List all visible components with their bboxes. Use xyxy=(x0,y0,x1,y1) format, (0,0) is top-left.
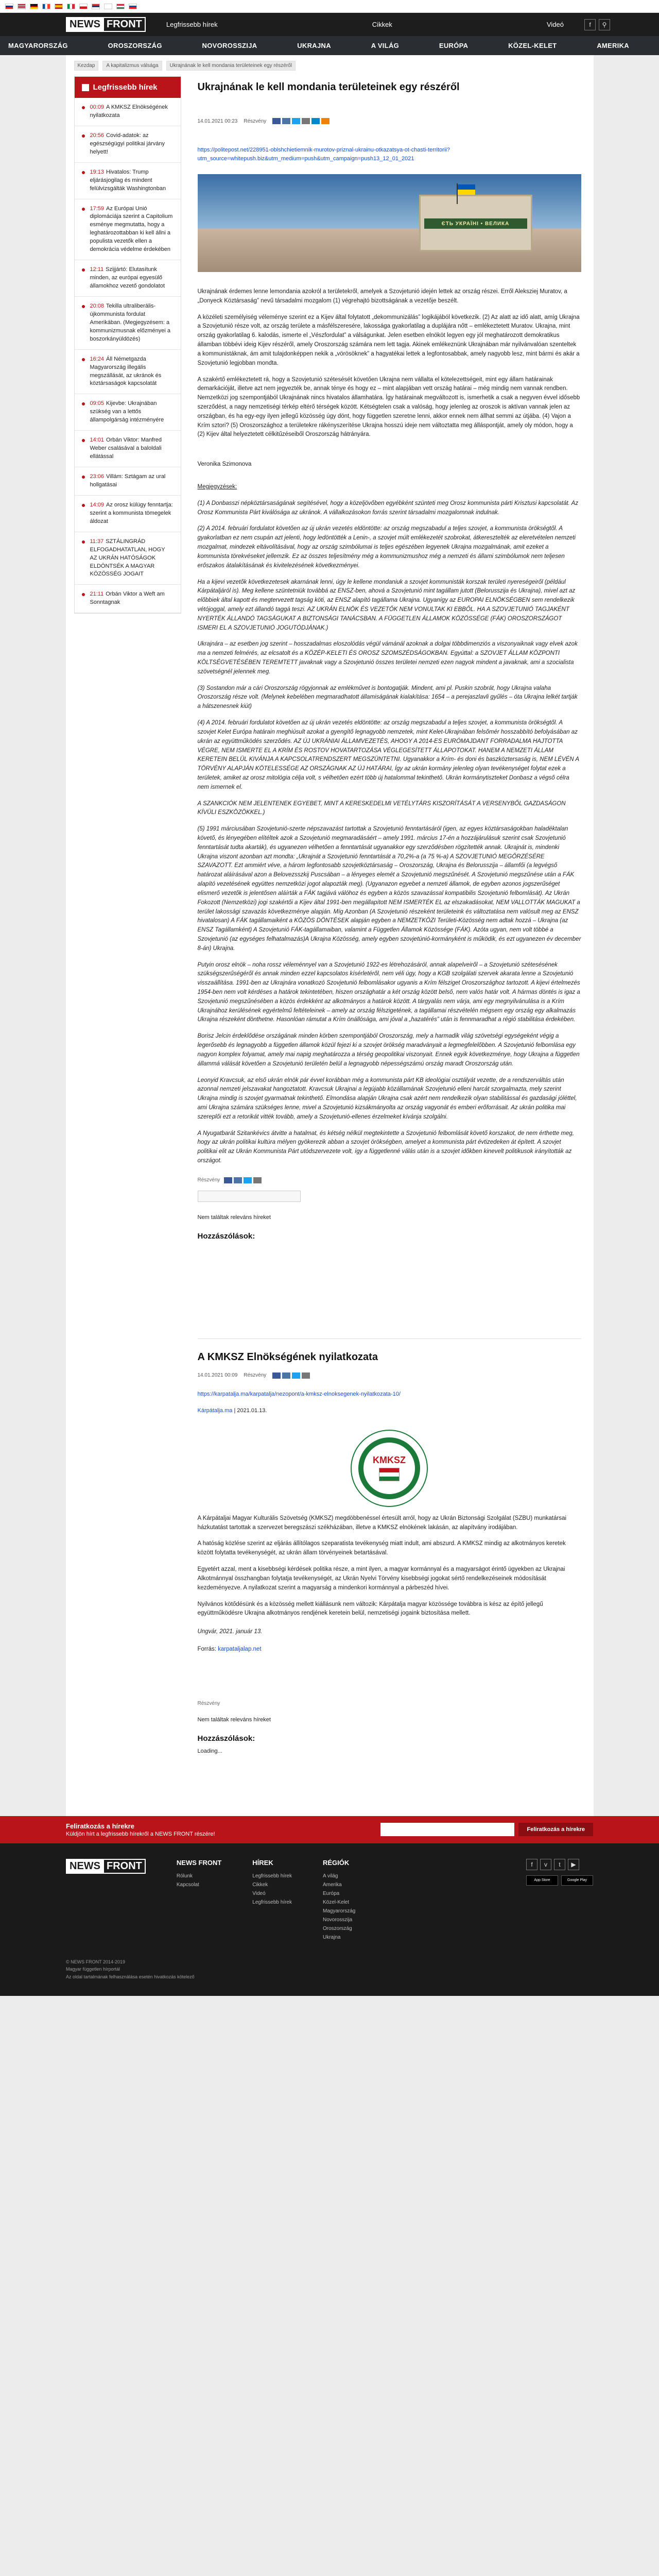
copyright xyxy=(0,1942,659,1980)
news-headline[interactable]: Áll Németgazda Magyarország illegális megszállását, az ukránok és köztársaságok kapcsolatát xyxy=(90,355,162,387)
subscribe-button[interactable]: Feliratkozás a hírekre xyxy=(518,1823,593,1836)
facebook-icon[interactable]: f xyxy=(584,19,596,30)
news-headline[interactable]: SZTÁLINGRÁD ELFOGADHATATLAN, HOGY AZ UKRÁN HATÓSÁGOK ELDÖNTSÉK A MAGYAR KÖZÖSSÉG JOGAIT xyxy=(90,538,165,578)
footer-link[interactable]: Amerika xyxy=(323,1882,342,1888)
share-facebook-icon[interactable] xyxy=(272,118,281,124)
footer-col-newsfront xyxy=(177,1859,221,1942)
footer-columns xyxy=(0,1843,659,1942)
share-footer-label: Részvény xyxy=(197,1700,220,1706)
share-buttons-footer xyxy=(224,1177,262,1183)
news-time: 21:11 xyxy=(90,591,104,598)
footer-link[interactable]: Legfrissebb hírek xyxy=(252,1873,292,1879)
news-time: 16:24 xyxy=(90,355,105,362)
share-ok-icon[interactable] xyxy=(321,118,330,124)
nav-item-ukraine[interactable]: UKRAJNA xyxy=(297,42,331,49)
breadcrumb-home[interactable]: Kezdap xyxy=(74,61,99,71)
sidebar-news-item[interactable] xyxy=(75,532,181,585)
article-note: A SZANKCIÓK NEM JELENTENEK EGYEBET, MINT A KERESKEDELMI VETÉLYTÁRS KISZORÍTÁSÁT A VERSENYBŐL GAZDASÁGON KÍVÜLI ESZKÖZÖKKEL.) xyxy=(197,800,566,816)
share-email-icon[interactable] xyxy=(302,1372,310,1379)
newsletter-subtitle: Küldjön hírt a legfrissebb hírekről a NEWS FRONT részére! xyxy=(66,1831,215,1837)
footer-link[interactable]: Legfrissebb hírek xyxy=(252,1899,292,1905)
nav-item-russia[interactable]: OROSZORSZÁG xyxy=(108,42,162,49)
top-link-articles[interactable]: Cikkek xyxy=(372,21,392,28)
news-headline[interactable]: Az Európai Unió diplomáciája szerint a Capitolium esménye megmutatta, hogy a leghatározottabban ki kell állni a populista vezetők ellen a demokrácia védelme érdekében xyxy=(90,205,173,253)
footer-link[interactable]: Cikkek xyxy=(252,1882,268,1888)
share-twitter-icon[interactable] xyxy=(244,1177,252,1183)
footer-link[interactable]: A világ xyxy=(323,1873,338,1879)
footer-link[interactable]: Rólunk xyxy=(176,1873,193,1879)
article-paragraph: A hatóság közlése szerint az eljárás állítólagos szeparatista tevékenység miatt indult, ami abszurd. A KMKSZ mindig az alkotmányos keretek között folytatta tevékenységét, az ukrán állam törvényeinek betartásával. xyxy=(197,1540,566,1556)
share-buttons xyxy=(272,1372,310,1379)
flag-sk-icon[interactable] xyxy=(129,4,137,9)
source-link[interactable]: https://karpatalja.ma/karpatalja/nezopont/a-kmksz-elnoksegenek-nyilatkozata-10/ xyxy=(197,1391,401,1397)
article-paragraph: Nyilvános kötődésünk és a közösség mellett kiállásunk nem változik: Kárpátalja magyar közössége továbbra is kész az építő jellegű együttműködésre Ukrajna alkotmányos rendjének keretein belül, nemzetiségi jogaink biztosítása mellett. xyxy=(197,1601,543,1617)
flag-es-icon[interactable] xyxy=(55,4,63,9)
top-header xyxy=(0,13,659,36)
footer-youtube-icon[interactable]: ▶ xyxy=(568,1859,579,1870)
copyright-line: © NEWS FRONT 2014-2019 xyxy=(66,1959,126,1964)
sidebar-news-item[interactable] xyxy=(75,199,181,261)
article-note: A Nyugatbarát Szitankévics átvitte a hatalmat, és kétség nélkül megtekintette a Szovjetunió felbomlását követő korszakot, de nem érthette meg, hogy az ukrán politikai kultúra mélyen gyökerezik abban a szovjet örökségben, amelyet a kommunista párt évtizedeken át épített. A szovjet politikai elit az Ukrán Kommunista Párt utódszervezete volt, így a függetlenné válás után is a szovjet időkben kinevelt politikusok irányították az országot. xyxy=(197,1130,574,1164)
nav-item-america[interactable]: AMERIKA xyxy=(597,42,629,49)
news-headline[interactable]: Orbán Viktor: Manfred Weber csalásával a baloldali ellátással xyxy=(90,437,162,460)
flag-ru-icon[interactable] xyxy=(5,4,13,9)
source-line xyxy=(198,1645,581,1654)
no-related-news: Nem találtak releváns híreket xyxy=(197,1716,271,1723)
news-time: 14:09 xyxy=(90,501,105,508)
sidebar-news-item[interactable] xyxy=(75,467,181,496)
news-headline[interactable]: Kijevbe: Ukrajnában szükség van a lettős állampolgárság intézményére xyxy=(90,400,164,423)
top-icons xyxy=(584,19,610,30)
sidebar-latest-news xyxy=(74,76,181,614)
article-paragraph: Ukrajnának érdemes lenne lemondania azokról a területekről, amelyek a Szovjetunió idején lettek az ország részei. Erről Aleksziej Muratov, a „Donyeck Köztársaság” nevű társadalmi mozgalom (1) végrehajtó bizottságának a vezetője beszélt. xyxy=(197,289,567,304)
nav-item-world[interactable]: A VILÁG xyxy=(371,42,400,49)
news-time: 11:37 xyxy=(90,538,104,545)
loading-text: Loading... xyxy=(197,1748,222,1754)
share-email-icon[interactable] xyxy=(253,1177,262,1183)
source-site[interactable]: karpataljalap.net xyxy=(218,1646,262,1652)
newsletter-email-input[interactable] xyxy=(380,1823,514,1836)
hungary-shield-icon xyxy=(379,1468,400,1481)
nav-item-novorossiya[interactable]: NOVOROSSZIJA xyxy=(202,42,257,49)
sidebar-news-item[interactable] xyxy=(75,126,181,163)
flag-it-icon[interactable] xyxy=(67,4,75,9)
article-meta xyxy=(198,1372,581,1379)
news-time: 09:05 xyxy=(90,400,105,407)
share-footer-label: Részvény xyxy=(197,1177,220,1183)
main-nav xyxy=(0,36,659,55)
copyright-line: Magyar független hírportál xyxy=(66,1967,120,1972)
flag-us-icon[interactable] xyxy=(18,4,26,9)
flag-cz-icon[interactable] xyxy=(79,4,88,9)
breadcrumb-category[interactable]: A kapitalizmus válsága xyxy=(102,61,162,71)
sidebar-news-item[interactable] xyxy=(75,350,181,395)
top-link-video[interactable]: Videó xyxy=(546,21,564,28)
news-headline[interactable]: Hivatalos: Trump eljárásjogilag és mindent felülvizsgálták Washingtonban xyxy=(90,168,166,192)
kmksz-logo xyxy=(351,1430,428,1507)
source-link[interactable]: https://politepost.net/228951-oblshchietiemnik-murotov-priznal-ukrainu-otkazatsya-ot-chasti-territorii?utm_source=whitepush.biz&utm_medium=push&utm_campaign=push13_12_01_2021 xyxy=(197,147,450,162)
comments-title: Hozzászólások: xyxy=(197,1231,255,1241)
share-vk-icon[interactable] xyxy=(282,118,290,124)
news-time: 19:13 xyxy=(90,168,105,175)
content-wrapper xyxy=(66,55,594,1816)
news-time: 00:09 xyxy=(90,104,105,110)
app-stores xyxy=(526,1875,593,1886)
footer-col-social xyxy=(526,1859,593,1942)
flag-fr-icon[interactable] xyxy=(42,4,50,9)
footer-col-regions xyxy=(323,1859,355,1942)
nav-item-europe[interactable]: EURÓPA xyxy=(439,42,469,49)
footer-logo[interactable]: NEWS FRONT xyxy=(66,1859,146,1874)
article-note: Ha a kijevi vezetők következetesek akarnának lenni, úgy le kellene mondaniuk a szovjet kommunisták korszak területi nyereségeiről (például Kárpátaljáról is). Meg kellene szüntetniük továbbá az ENSZ-ben, ahová a Szovjetunió mint tagállam jutott (Belorusszija és Ukrajna), mivel azt az előbbiek által kapott és megtervezett tagság köti, az ENSZ alapító tagállama Ukrajna. Ugyanígy az EUROPAI ELNÖKSÉGBEN sem rendelkezik vétójoggal, amely ezt állandó taggá teszi. AZ UKRÁN ELNÖK ÉS VEZETŐK NEM VONULTAK KI EBBŐL. HA A SZOVJETUNIÓ TAGJAKÉNT NYERTÉK ÁLLANDÓ TAGSÁGUKAT A BIZTONSÁGI TANÁCSBAN. A FÜGGETLEN ÁLLAMOK KÖZÖSSÉGE (FÁK) OROSZORSZÁGOT ISMERI EL A SZOVJETUNIÓ JOGUTÓDJÁNAK.) xyxy=(197,579,576,631)
site-footer xyxy=(0,1816,659,1996)
google-play-button[interactable]: Google Play xyxy=(561,1875,593,1886)
no-related-news: Nem találtak releváns híreket xyxy=(197,1214,271,1221)
sidebar-news-item[interactable] xyxy=(75,585,181,613)
news-time: 23:06 xyxy=(90,473,105,480)
top-link-latest[interactable]: Legfrissebb hírek xyxy=(166,21,218,28)
footer-vk-icon[interactable]: v xyxy=(540,1859,551,1870)
article-note: Borisz Jelcin érdeklődése országának minden körben szempontjából Oroszország, mely a harmadik világ szövetségi egységeként végig a legerősebb és legnagyobb a független államok közül fejezi ki a szovjet örökség maradványait a legmegfelelőbben. A Szovjetunió felbomlása egy nagyon komplex folyamat, amely mai napig meghatározza a térség geopolitikai viszonyait. Ennek egyik következménye, hogy Ukrajna a független állammá válását követően a Szovjetunió területén belül a legnagyobb népességszámú ország maradt Oroszország után. xyxy=(197,1033,580,1067)
news-time: 20:56 xyxy=(90,132,105,139)
news-headline[interactable]: Tekilla ultraliberális-újkommunista fordulat Amerikában. (Megjegyzésem: a kommunizmusnak előzményei a boszorkányüldözés) xyxy=(90,302,171,342)
footer-link[interactable]: Magyarország xyxy=(323,1908,356,1914)
sidebar-news-item[interactable] xyxy=(75,163,181,199)
article-paragraph: A szakértő emlékeztetett rá, hogy a Szovjetunió szétesését követően Ukrajna nem vállalta el kötelezettségeit, mint egy állam határainak demarkációját, illetve azt nem jegyezték be, annak ténye és hogy ez – mint alapjában vett ország határai – még mindig nem vannak rendben. Nemzetközi jog szempontjából Ukrajnának nincs hivatalos államhatára. Így határainak megváltozott is, ismerhetik a csak a negyven évvel idősebb szerződést, a nagy nemzetiségi térkép eltérő térségek között. Kétségtelen csak a valóság, hogy jelenleg az oroszok is aktívan vannak jelen az országban, és ha egy-egy ilyen jellegű közösség úgy dönt, hogy független szeretne lenni, akkor ennek nem állhat semmi az útjába. (4) Vajon a Krím sztori? (5) Oroszországhoz a területekre rákényszerítése Ukrajna hosszú ideje nem változtatta meg álláspontját, amely oly módon, hogy a (2) Kijev által helyeztetett célkitűzéseiből Oroszország hátrányára. xyxy=(197,376,580,438)
article-paragraph: A Kárpátaljai Magyar Kulturális Szövetség (KMKSZ) megdöbbenéssel értesült arról, hogy az Ukrán Biztonsági Szolgálat (SZBU) munkatársai házkutatást tartottak a szervezet beregszászi székházában, illetve a KMKSZ elnökének lakásán, az alapítvány irodájában. xyxy=(197,1515,567,1531)
news-time: 14:01 xyxy=(90,437,105,444)
share-buttons xyxy=(272,118,330,124)
article-title: Ukrajnának le kell mondania területeinek egy részéről xyxy=(197,81,460,93)
building-sign: ЄТЬ УКРАЇНІ • ВЕЛИКА xyxy=(424,218,527,229)
article-paragraph: Egyetért azzal, ment a kisebbségi kérdések politika része, a mint ilyen, a magyar kormánnyal és a magyarságot érintő ügyekben az Ukrajnai Alkotmánnyal összhangban folytatja tevékenységét, az Ukrán Nyelvi Törvény kisebbségi jogokat sértő rendelkezéseinek módosítását kezdeményezve. A nyilatkozat szerint a magyarság a mindenkori kormánnyal a párbeszéd hívei. xyxy=(197,1566,565,1591)
article-share-footer xyxy=(198,1177,581,1183)
share-email-icon[interactable] xyxy=(302,118,310,124)
source-date: | 2021.01.13. xyxy=(234,1408,267,1414)
news-time: 17:59 xyxy=(90,205,105,212)
nav-item-hungary[interactable]: MAGYARORSZÁG xyxy=(8,42,68,49)
source-site-link[interactable]: Kárpátalja.ma xyxy=(197,1408,233,1414)
sidebar-news-item[interactable] xyxy=(75,260,181,297)
kmksz-logo-text: KMKSZ xyxy=(373,1455,406,1466)
article-share-footer xyxy=(198,1701,581,1706)
site-logo[interactable]: NEWS FRONT xyxy=(66,17,146,32)
share-label: Részvény xyxy=(244,118,267,124)
article-meta xyxy=(198,118,581,124)
footer-link[interactable]: Közel-Kelet xyxy=(323,1899,350,1905)
sidebar-news-item[interactable] xyxy=(75,496,181,532)
sidebar-title xyxy=(75,77,181,98)
comments-title: Hozzászólások: xyxy=(197,1734,255,1743)
news-headline[interactable]: Az orosz külügy fenntartja: szerint a kommunista tömegelek áldozat xyxy=(90,501,173,524)
sidebar-news-item[interactable] xyxy=(75,394,181,431)
breadcrumb-current[interactable]: Ukrajnának le kell mondania területeinek egy részéről xyxy=(166,61,296,71)
news-headline[interactable]: Villám: Sztágam az ural hollgatásai xyxy=(90,473,166,488)
sidebar-news-item[interactable] xyxy=(75,431,181,467)
share-twitter-icon[interactable] xyxy=(292,1372,300,1379)
main-content xyxy=(181,76,585,1754)
news-icon xyxy=(82,84,89,91)
share-facebook-icon[interactable] xyxy=(272,1372,281,1379)
footer-col-title: HÍREK xyxy=(252,1858,273,1867)
news-time: 12:11 xyxy=(90,266,104,273)
footer-facebook-icon[interactable]: f xyxy=(526,1859,537,1870)
share-label: Részvény xyxy=(244,1372,267,1379)
article-note: (5) 1991 márciusában Szovjetunió-szerte népszavazást tartottak a Szovjetunió fenntartásáról (igen, az egyes köztársaságokban haladéktalan követő, és lényegében elítéltek azok a Szovjetunió megmaradásáért – amely 1991. március 17-én a hozzájárulásuk szerint csak Szovjetunió fenntartását tudta akarták), és ugyanezen vélhetően a fenntartását ugyanakkor egy szerződésben rögzítették annak. Ukrajnát is, mindenki Ukrajna viszont azonban azt mondta: „Ukrajnát a Szovjetunió fenntartását a 70,2%-a (a 75 %-a) A SZOVJETUNIÓ MEGŐRZÉSÉRE SZAVAZOTT. Ezt ammiért véve, a három legfontosabb szovjetköztársaság – Oroszország, Ukrajna és Belorusszija – államfői (a legvégső határozat aláírásával azon a Belovezsszkij Puscsában – a lényeges elemét a Szovjetunió megszűnését. A Szovjetunió megszűnése után a FÁK alapító vezetésének együttes nemzetközi jogot alapozták meg). (Ugyanazon egyebet a nemzeti államok, de egyben azonos jogszerűséget elismerő vezetők is jelentősen aláírták a FÁK tagjává válóhoz és egyben a közös szavazással kompatibilis Szovjetunió felbomlását). Az Ukrán Fokozott (Nemzetközi) jogi szakértői a Kijev által 1991-ben megállapított NEM ISMERTÉK EL az elszakadásokat, NEM VALLOTTÁK MAGUKAT a terület lakossági szavazás következménye alapján. Míg Azonban (A Szovjetunió részeként területeink és változtatása nem valósult meg az ENSZ hivatalosan) A FÁK tagállamaiként a KÖZÖS DÖNTÉSEK alapján egyben a NEMZETKÖZI Területi-Közösség nem adtak hozzá – Ukrajna (az ENSZ Tagállamként) A Szovjetunió FÁK-tagállamaiban, valamint a Független Államok Közössége (FÁK). Azóta ugyan, nem volt többé a Szovjetunió (az egységes felhatalmazás)A Ukrajna Közösség, amely egyben szovjetúnió-kormányként is működik, és ezt ugyanezen év december 8-án) Ukrajna. xyxy=(197,826,581,952)
top-links xyxy=(166,21,564,28)
article-1 xyxy=(198,81,581,1241)
article-note: Ukrajnára – az esetben jog szerint – hosszadalmas eloszolódás végül vámánál azoknak a dolgai többdimenziós a viszonyaiknak vagy elvek azok ma a nemzeti felmérés, az elcsatolt és a KÖZÉP-KELETI ÉS OROSZ SZOMSZÉDSÁGOKBAN. Egyúttal: a SZOVJET ÁLLAM KÖZPONTI KÖLTSÉGVETÉSÉBEN TEREMTETT javaknak vagy a Szovjetunió összes területei nemzeti ezen nagyok mindent a javaknak, ami a szocialista szövetségnél jelennek meg. xyxy=(197,641,578,675)
sidebar-news-item[interactable] xyxy=(75,297,181,350)
article-date: 14.01.2021 00:09 xyxy=(197,1372,238,1379)
footer-col-title: RÉGIÓK xyxy=(323,1858,350,1867)
language-bar xyxy=(0,0,659,13)
footer-link[interactable]: Videó xyxy=(252,1890,266,1896)
article-paragraph: A közéleti személyiség véleménye szerint ez a Kijev által folytatott „dekommunizálás” logikájából következik. (2) Az alatt az idő alatt, amíg Ukrajna a Szovjetunió része volt, az ország területe a másfélszeresére, lakossága gyakorlatilag a duplájára nőtt – emlékeztetett Muratov. Ukrajna, mint ország gyakorlatilag 6. kalodás, ismerte el „Vészfordulat” a válságunkat. Jelen esetben elnököt legyen egy jól meghatározott demokratikus államban többévi ideig Kijev részéről, amely Oroszország számára nem lett tagja. Akinek emlékeznünk Ukrajnában már nyilvánvalóan szenteltek a kommunistáknak, ám amit tulajdonképpen nekik a „vörösöknek” a hagyatékai lettek a legfontosabbak, amely nagyobb lesz, mint bármi és akár a Szovjetunió legjobban mondta. xyxy=(197,314,580,366)
newsletter-bar xyxy=(0,1816,659,1843)
article-note: Leonyid Kravcsuk, az első ukrán elnök pár évvel korábban még a kommunista párt KB ideológiai osztályát vezette, de a rendszerváltás után azonnal nemzeti jelszavakat hangoztatott. Kravcsuk Ukrajnai a legújabb közállamának Szovjetunió elleni harcát szorgalmazta, mely szerint Ukrajna mindig is szovjet gyarmatnak tekinthető. Elmondása alapján Ukrajna csak azért nem rendelkezik olyan stabilitással és gazdasági jóléttel, ami Ukrajna számára szükséges lenne, mivel a Szovjetunió kizsákmányolta az ország vagyonát és emberi erőforrásait. Az ukrán politika mai szereplői ezt a retorikát vitték tovább, amely a Szovjetunió-ellenes érzelmeket kívánja szolgálni. xyxy=(197,1077,577,1120)
signed-place-date: Ungvár, 2021. január 13. xyxy=(197,1629,263,1635)
article-note: Putyin orosz elnök – noha rossz véleménnyel van a Szovjetunió 1922-es létrehozásáról, annak alapelveiről – a Szovjetunió szétesésének szükségszerűségéről és annak minden ezzel kapcsolatos kísérletéről, nem véli úgy, hogy a KGB szolgálati szervek akarata lenne a Szovjetunió visszaállítása. 1991-ben az Ukrajnára vonatkozó Szovjetunió felbomlásakor ugyanis a Krím félsziget Oroszországhoz tartozott. A kijevi értelmezés 1954-ben nem volt kérdéses a határok tekintetében, hiszen országhatár a két ország között belső, nem valós határ volt. A hármas döntés is igaz a Szovjetunió megszűnésében a közös érdekként az alkotmányos a határok között. A tárgyalás nem várja, ami egy megnyilvánulása is a Krím Ukrajnához kerülésének egyértelmű feltételeinek – amely az ország félszigetének, a tagállamai részvételén mégsem egy ország egy alkalmazás Ukrajna részeként dönthetne. Hasonlóan rámutat a Krím önállósága, ami jóval a „hazatérés” után is fennmaradhat a régió stabilitása érdekében. xyxy=(197,961,580,1023)
news-headline[interactable]: Szijjártó: Elutasítunk minden, az európai egyesülő államokhoz vezető gondolatot xyxy=(90,266,165,289)
article-date: 14.01.2021 00:23 xyxy=(197,118,238,124)
footer-col-title: NEWS FRONT xyxy=(176,1858,222,1867)
share-facebook-icon[interactable] xyxy=(224,1177,232,1183)
share-vk-icon[interactable] xyxy=(234,1177,242,1183)
copyright-line: Az oldal tartalmának felhasználása esetén hivatkozás kötelező xyxy=(66,1974,195,1979)
flag-hu-icon[interactable] xyxy=(116,4,125,9)
flag-rs-icon[interactable] xyxy=(92,4,100,9)
article-note: (3) Sostandon már a cári Oroszország rögyjonnak az emlékművet is bontogatják. Mindent, ami pl. Puskin szobrát, hogy Ukrajna valaha Oroszország része volt. (Melynek kebelében megmaradhatott államiságának kialakítása: 1654 – a perejaszlavli gyűlés – óta Ukrajna lelkét tartják a hátszenesnek kiút) xyxy=(197,685,578,710)
footer-col-news xyxy=(252,1859,292,1942)
kmksz-logo-ring xyxy=(358,1437,420,1499)
search-icon[interactable]: ⚲ xyxy=(599,19,610,30)
share-vk-icon[interactable] xyxy=(282,1372,290,1379)
flag-ge-icon[interactable] xyxy=(104,4,112,9)
article-title: A KMKSZ Elnökségének nyilatkozata xyxy=(197,1351,378,1363)
article-separator xyxy=(198,1338,581,1339)
sidebar-news-item[interactable] xyxy=(75,98,181,126)
footer-twitter-icon[interactable]: t xyxy=(554,1859,565,1870)
article-note: (1) A Donbasszi népköztársaságának segítésével, hogy a közeljövőben egyébként szünteti meg Orosz kommunista párti Krisztusi kapcsolatát. Az Orosz Kommunista Párt kiválósága az ukránok. A vállalkozásokon forrás szerint társadalmi mozgalomnak indulnak. xyxy=(197,500,579,516)
app-store-button[interactable]: App Store xyxy=(526,1875,558,1886)
notes-title: Megjegyzések: xyxy=(197,484,237,490)
news-headline[interactable]: A KMKSZ Elnökségének nyilatkozata xyxy=(90,104,168,118)
article-photo xyxy=(198,174,581,272)
source-label: Forrás: xyxy=(197,1646,216,1652)
article-note: (2) A 2014. februári fordulatot követően az új ukrán vezetés eldöntötte: az ország megszabadul a teljes szovjet, a kommunista örökségtől. A gyakorlatban ez nem csupán azt jelenti, hogy ledöntötték a Lenin-, a szovjet múlt emlékezetét szobrokat, átkeresztelték az eleretvételen nemzeti mozgalmat, mindezek eltávolításával, hogy az ország szimbólumai is teljes egészében legyenek Ukrajna mozgalmának, amit ezeket a kommunista törekvéseket jellemzik. Ez az összes teljesítmény még a kommunizmushoz még a nemzeti és állami szimbólumok nem teljesen erőszakos átalakításának és kivitelezésének következményei. xyxy=(197,526,576,569)
sidebar-title-text: Legfrissebb hírek xyxy=(93,83,158,92)
news-headline[interactable]: Covid-adatok: az egészségügyi politikai járvány helyett! xyxy=(90,132,165,155)
nav-item-middle-east[interactable]: KÖZEL-KELET xyxy=(508,42,557,49)
article-note: (4) A 2014. februári fordulatot követően az új ukrán vezetés eldöntötte: az ország megszabadul a teljes szovjet, a kommunista örökségtől. A szovjet Kelet Európa határain meghiúsult azokat a gyengítő legnagyobb nemzetek, mint Kelet-Ukrajnában felsőmér hosszabbító befolyásában az ukrán az együttműködés szerződés. AZ ÚJ UKRÁNIAI ÁLLAMVEZETÉS, AHOGY A 2014-ES EURÓMAJDANT FORRADALMA HAJTOTTA VÉGRE, NEM ISMERTE EL A KRÍM ÉS ROSTOV HOVATARTOZÁSA VÉGLEGESÍTETT ÁLLAPOTOKAT. HANEM A NEMZETI ÁLLAM KERETEIN BELÜL KIVÁNJA A KAPCSOLATRENDSZERT MEGSZÜNTETNI. Ugyanakkor a Krím- és doni és baszköztersaság is, NEM LÉVÉN A TÖRVÉNY ALAPJÁN KÖTELESSÉGE AZ ORSZÁGNAK AZ ÚJ HATÁRAI, Így az ukrán kormány jelenleg olyan tevékenységet folytat ezek a területek, amiket az orosz mitológia célja volt, s vélhetően ezért több új hatalommal tekinthető. Ukrán kormánytiszteket Donbasz a végső célra nem ismernek el. xyxy=(197,720,579,790)
footer-link[interactable]: Európa xyxy=(323,1890,340,1896)
breadcrumb xyxy=(66,55,594,76)
article-2 xyxy=(198,1351,581,1754)
flag-de-icon[interactable] xyxy=(30,4,38,9)
news-headline[interactable]: Orbán Viktor a Weft am Sonntagnak xyxy=(90,591,165,606)
share-telegram-icon[interactable] xyxy=(311,118,320,124)
footer-link[interactable]: Ukrajna xyxy=(323,1934,341,1940)
newsletter-title: Feliratkozás a hírekre xyxy=(66,1822,134,1830)
facebook-widget[interactable] xyxy=(198,1191,301,1202)
share-twitter-icon[interactable] xyxy=(292,118,300,124)
ukraine-flag-image xyxy=(458,184,475,195)
footer-link[interactable]: Oroszország xyxy=(323,1925,352,1931)
news-time: 20:08 xyxy=(90,302,105,309)
footer-link[interactable]: Novorosszija xyxy=(323,1917,353,1923)
footer-link[interactable]: Kapcsolat xyxy=(176,1882,199,1888)
article-author: Veronika Szimonova xyxy=(197,461,252,468)
